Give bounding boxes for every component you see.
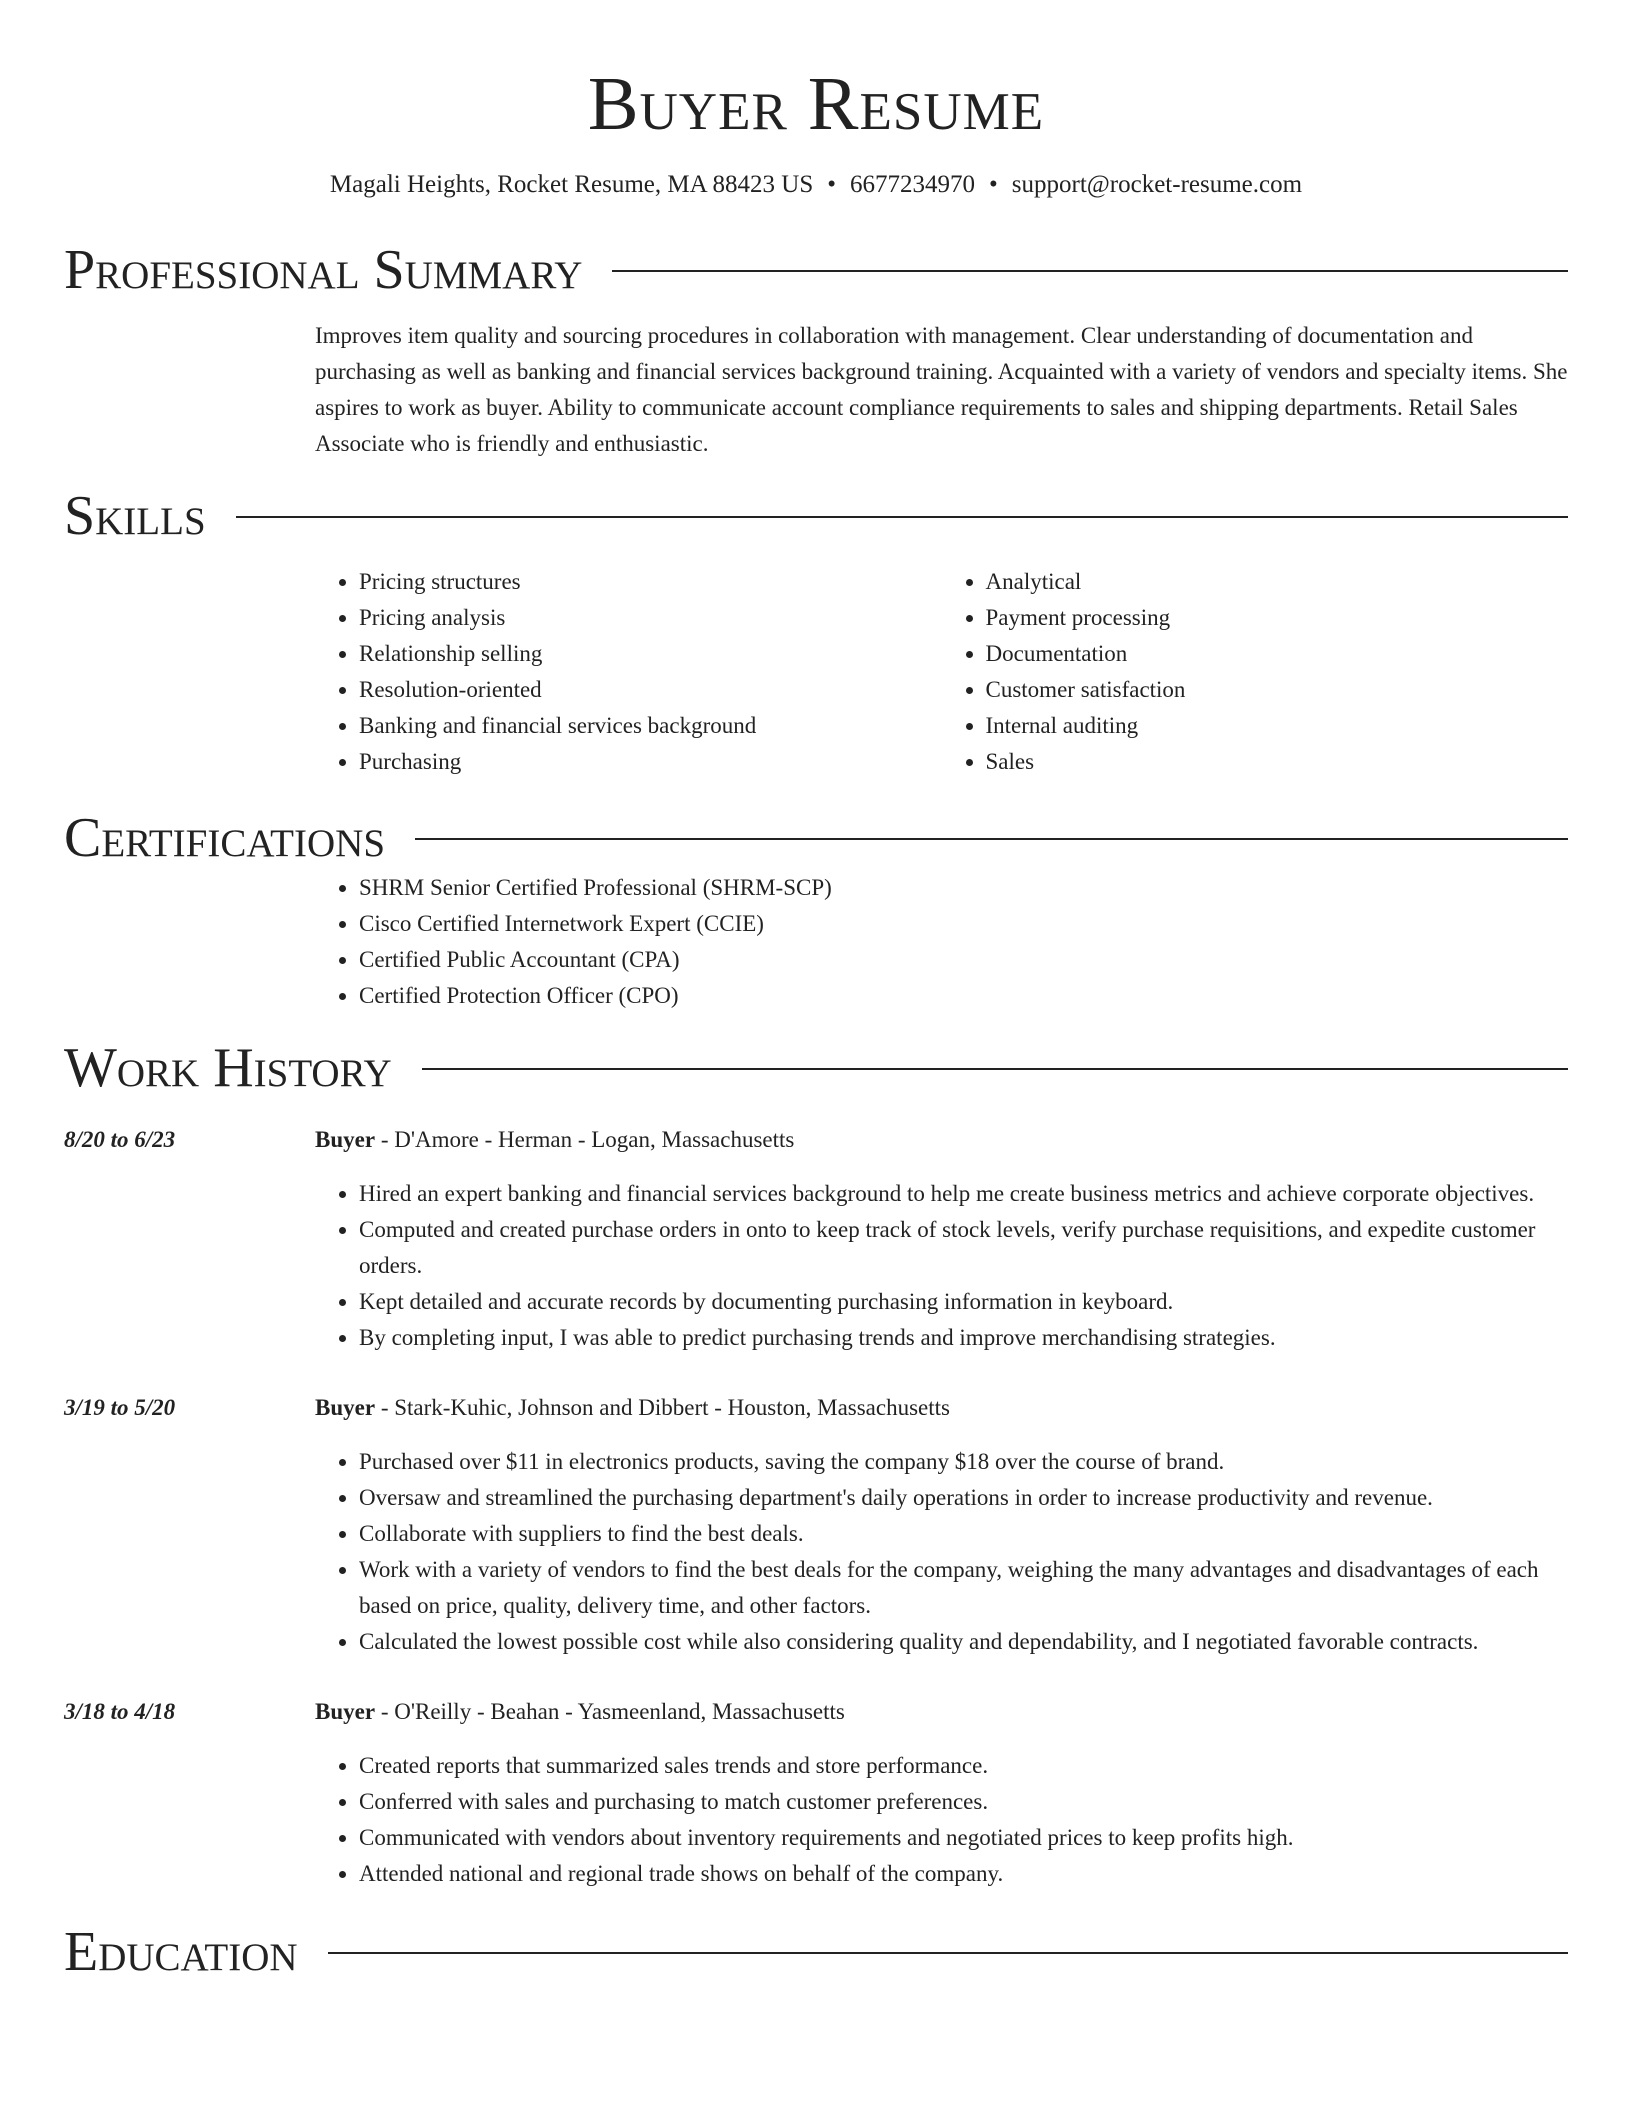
section-divider [236,516,1568,518]
job-bullet: • Work with a variety of vendors to find the best deals for the company, weighing the many advantages and disadvantages of each based on price, quality, delivery time, and other factors. [359,1552,1568,1624]
contact-separator: • [989,171,998,198]
job-dates: 3/18 to 4/18 [64,1699,176,1724]
job-employer: - Stark-Kuhic, Johnson and Dibbert - Houston, Massachusetts [375,1395,950,1420]
summary-text: Improves item quality and sourcing procedures in collaboration with management. Clear understanding of documentation and purchasing as well as banking and financial services background training. Acquainted with a variety of vendors and specialty items. She aspires to work as buyer. Ability to communicate account compliance requirements to sales and shipping departments. Retail Sales Associate who is friendly and enthusiastic. [315,323,1568,456]
job-bullet: • Conferred with sales and purchasing to match customer preferences. [359,1784,1568,1820]
section-divider [612,270,1568,272]
job-bullet: • Collaborate with suppliers to find the best deals. [359,1516,1568,1552]
certification-item: • SHRM Senior Certified Professional (SHRM-SCP) [359,870,1568,906]
job-dates: 8/20 to 6/23 [64,1127,176,1152]
skill-item: • Internal auditing [986,708,1569,744]
certifications-list [315,870,1568,1014]
section-divider [422,1068,1568,1070]
job-bullet: • Purchased over $11 in electronics products, saving the company $18 over the course of brand. [359,1444,1568,1480]
job-bullet: • Hired an expert banking and financial services background to help me create business metrics and achieve corporate objectives. [359,1176,1568,1212]
job-bullet: • By completing input, I was able to predict purchasing trends and improve merchandising strategies. [359,1320,1568,1356]
work-section-header [64,1036,1568,1100]
job-role: Buyer [315,1127,376,1152]
contact-address: Magali Heights, Rocket Resume, MA 88423 US [329,171,814,198]
contact-email[interactable]: support@rocket-resume.com [1011,171,1303,198]
job-bullets [315,1748,1568,1892]
summary-heading: Professional Summary [64,239,583,301]
skill-item: • Banking and financial services background [359,708,942,744]
job-bullets [315,1444,1568,1660]
job-bullet: • Calculated the lowest possible cost while also considering quality and dependability, and I negotiated favorable contracts. [359,1624,1568,1660]
certification-item: • Certified Protection Officer (CPO) [359,978,1568,1014]
job-role: Buyer [315,1395,376,1420]
skills-body [315,564,1568,780]
job-title-line [315,1694,1568,1730]
job-bullet: • Communicated with vendors about inventory requirements and negotiated prices to keep profits high. [359,1820,1568,1856]
job-entry [64,1694,1568,1892]
skill-item: • Relationship selling [359,636,942,672]
job-details [315,1694,1568,1892]
contact-phone: 6677234970 [850,171,975,198]
resume-title: Buyer Resume [587,62,1045,146]
skill-item: • Purchasing [359,744,942,780]
section-divider [415,838,1568,840]
job-bullet: • Kept detailed and accurate records by documenting purchasing information in keyboard. [359,1284,1568,1320]
certifications-section-header [64,806,1568,870]
summary-body [315,318,1568,462]
job-title-line [315,1390,1568,1426]
job-role: Buyer [315,1699,376,1724]
skill-item: • Pricing analysis [359,600,942,636]
skill-item: • Resolution-oriented [359,672,942,708]
summary-section-header [64,238,1568,302]
certification-item: • Cisco Certified Internetwork Expert (CCIE) [359,906,1568,942]
job-dates: 3/19 to 5/20 [64,1395,176,1420]
job-entry [64,1122,1568,1356]
education-heading: Education [64,1921,298,1983]
skills-grid [315,564,1568,780]
skills-heading: Skills [64,485,206,547]
skill-item: • Pricing structures [359,564,942,600]
certification-item: • Certified Public Accountant (CPA) [359,942,1568,978]
job-employer: - D'Amore - Herman - Logan, Massachusetts [375,1127,795,1152]
job-entry [64,1390,1568,1660]
skill-item: • Customer satisfaction [986,672,1569,708]
certifications-body [315,870,1568,1014]
skills-list-left [315,564,942,780]
job-bullets [315,1176,1568,1356]
skill-item: • Analytical [986,564,1569,600]
contact-separator: • [827,171,836,198]
education-section-header [64,1920,1568,1984]
certifications-heading: Certifications [64,807,386,869]
job-bullet: • Created reports that summarized sales trends and store performance. [359,1748,1568,1784]
skill-item: • Sales [986,744,1569,780]
job-bullet: • Oversaw and streamlined the purchasing department's daily operations in order to increase productivity and revenue. [359,1480,1568,1516]
skills-section-header [64,484,1568,548]
job-details [315,1122,1568,1356]
skills-list-right [942,564,1569,780]
job-employer: - O'Reilly - Beahan - Yasmeenland, Massachusetts [375,1699,845,1724]
contact-line [64,168,1568,202]
job-title-line [315,1122,1568,1158]
job-bullet: • Computed and created purchase orders in onto to keep track of stock levels, verify purchase requisitions, and expedite customer orders. [359,1212,1568,1284]
job-details [315,1390,1568,1660]
skill-item: • Documentation [986,636,1569,672]
section-divider [328,1952,1568,1954]
work-heading: Work History [64,1037,392,1099]
skill-item: • Payment processing [986,600,1569,636]
job-bullet: • Attended national and regional trade shows on behalf of the company. [359,1856,1568,1892]
